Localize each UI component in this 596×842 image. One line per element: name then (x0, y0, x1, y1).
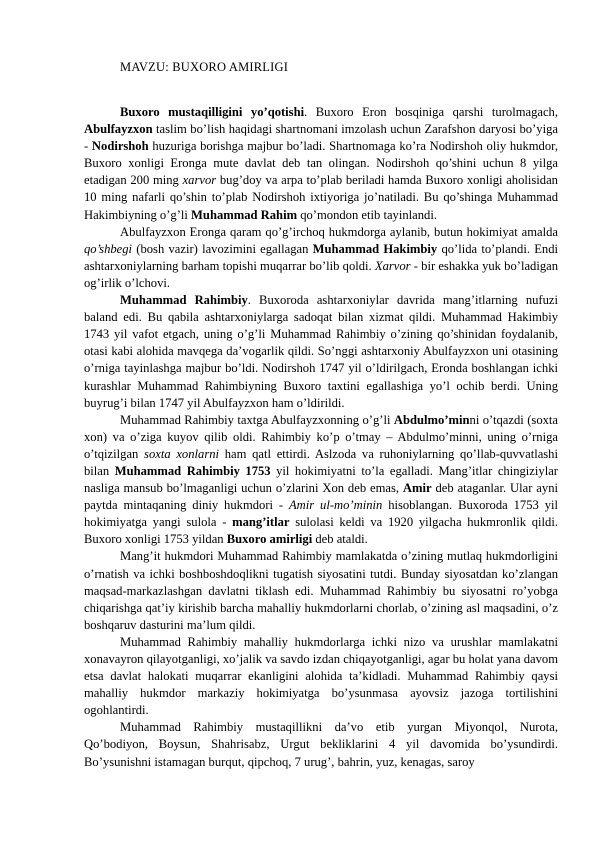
text-run: qo’lida to’plandi. Endi ashtarxoniylarning barham topishi muqarrar bo’lib qoldi. (84, 241, 558, 273)
italic-text: soxta xonlarni (144, 446, 220, 461)
paragraph (84, 634, 558, 719)
text-run: huzuriga borishga majbur bo’ladi. Shartnomaga ko’ra Nodirshoh oliy hukmdor, Buxoro xonligi Eronga mute davlat deb tan olingan. Nodirshoh qo’shini uchun 8 yilga etadigan 200 ming (84, 139, 558, 188)
page-title: MAVZU: BUXORO AMIRLIGI (120, 60, 289, 74)
text-run: . Buxoroda ashtarxoniylar davrida mang’itlarning nufuzi baland edi. Bu qabila ashtarxoniylarga sadoqat bilan xizmat qildi. Muhammad Hakimbiy 1743 yil vafot etgach, uning o’g’li Muhammad Rahimbiy o’zining qo’shinidan foydalanib, otasi kabi alohida mavqega da’vogarlik qildi. So’nggi ashtarxoniy Abulfayzxon uni otasining o’rniga tayinlashga majbur bo’ldi. Nodirshoh 1747 yil o’ldirilgach, Eronda boshlangan ichki kurashlar Muhammad Rahimbiyning Buxoro taxtini egallashiga yo’l ochib berdi. Uning buyrug’i bilan 1747 yil Abulfayzxon ham o’ldirildi. (84, 293, 558, 410)
document-body (84, 104, 558, 771)
text-run: (bosh vazir) lavozimini egallagan (132, 241, 313, 256)
paragraph (84, 104, 558, 224)
italic-text: Xarvor (374, 258, 411, 273)
text-run: Abulfayzxon Eronga qaram qo’g’irchoq hukmdorga aylanib, butun hokimiyat amalda (120, 224, 558, 239)
bold-text: Muhammad Rahim (191, 207, 298, 222)
bold-text: Muhammad Hakimbiy (312, 241, 438, 256)
bold-text: mang’itlar (232, 515, 290, 530)
text-run: bug’doy va arpa to’plab beriladi hamda Buxoro xonligi aholisidan 10 ming nafarli qo’shin to’plab Nodirshoh ixtiyoriga jo’natiladi. Bu qo’shinga Muhammad Hakimbiyning o’g’li (84, 173, 558, 222)
bold-text: Abulfayzxon (84, 122, 153, 137)
text-run: Muhammad Rahimbiy taxtga Abulfayzxonning o’g’li (120, 412, 394, 427)
italic-text: qo’shbegi (84, 241, 133, 256)
paragraph (84, 412, 558, 549)
paragraph (84, 224, 558, 292)
text-run: Mang’it hukmdori Muhammad Rahimbiy mamlakatda o’zining mutlaq hukmdorligini o’rnatish va ichki boshboshdoqlikni tugatish siyosatini tutdi. Bunday siyosatdan ko’zlangan maqsad-markazlashgan davlatni tiklash edi. Muhammad Rahimbiy bu siyosatni ro’yobga chiqarishga qat’iy kirishib barcha mahalliy hukmdorlarni chorlab, o’zining asl maqsadini, o’z boshqaruv dasturini ma’lum qildi. (84, 549, 558, 632)
italic-text: xarvor (182, 173, 217, 188)
bold-text: Muhammad Rahimbiy (120, 293, 248, 308)
text-run: - bir eshakka yuk bo’ladigan og’irlik o’lchovi. (84, 258, 559, 290)
text-run: Muhammad Rahimbiy mahalliy hukmdorlarga ichki nizo va urushlar mamlakatni xonavayron qilayotganligi, xo’jalik va savdo izdan chiqayotganligi, agar bu holat yana davom etsa davlat halokati muqarrar ekanligini alohida ta’kidladi. Muhammad Rahimbiy qaysi mahalliy hukmdor markaziy hokimiyatga bo’ysunmasa ayovsiz jazoga tortilishini ogohlantirdi. (84, 634, 558, 718)
text-run: qo’mondon etib tayinlandi. (297, 207, 437, 222)
text-run: yil hokimiyatni to’la egalladi. Mang’itlar chingiziylar nasliga mansub bo’lmaganligi uchun o’zlarini Xon deb emas, (84, 463, 558, 496)
bold-text: Nodirshoh (91, 139, 149, 154)
text-run: hisoblangan. Buxoroda 1753 yil hokimiyatga yangi sulola - (84, 498, 558, 530)
text-run: ni o’tqazdi (soxta xon) va o’ziga kuyov qilib oldi. Rahimbiy ko’p o’tmay – Abdulmo’minni, uning o’rniga o’tqizilgan (84, 412, 559, 461)
text-run: deb ataldi. (312, 532, 368, 547)
bold-text: Buxoro amirligi (226, 532, 313, 547)
text-run: deb ataganlar. Ular ayni paytda mintaqaning diniy hukmdori - (84, 481, 558, 513)
text-run: taslim bo’lish haqidagi shartnomani imzolash uchun Zarafshon daryosi bo’yiga - (84, 122, 558, 154)
bold-text: Abdulmo’min (393, 412, 470, 427)
bold-text: Muhammad Rahimbiy 1753 (114, 463, 271, 478)
text-run: sulolasi keldi va 1920 yilgacha hukmronlik qildi. Buxoro xonligi 1753 yildan (84, 515, 558, 547)
paragraph (84, 719, 558, 770)
bold-text: Amir (402, 481, 432, 496)
paragraph (84, 292, 558, 412)
paragraph (84, 548, 558, 633)
bold-text: Buxoro mustaqilligini yo’qotishi (120, 105, 305, 119)
text-run: ham qatl ettirdi. Aslzoda va ruhoniylarning qo’llab-quvvatlashi bilan (84, 446, 558, 478)
italic-text: Amir ul-mo’minin (288, 498, 383, 513)
text-run: Muhammad Rahimbiy mustaqillikni da’vo etib yurgan Miyonqol, Nurota, Qo’bodiyon, Boysun, Shahrisabz, Urgut bekliklarini 4 yil davomida bo’ysundirdi. Bo’ysunishni istamagan burqut, qipchoq, 7 urug’, bahrin, yuz, kenagas, saroy (84, 720, 558, 769)
text-run: . Buxoro Eron bosqiniga qarshi turolmagach, (304, 105, 558, 119)
